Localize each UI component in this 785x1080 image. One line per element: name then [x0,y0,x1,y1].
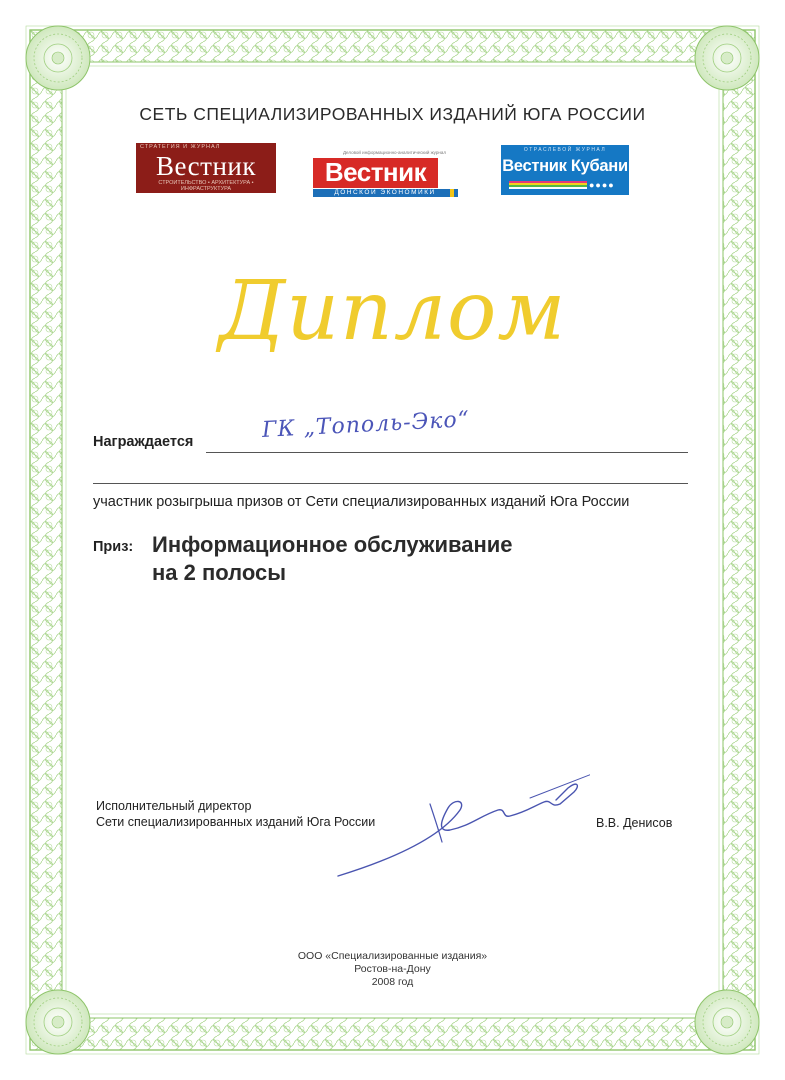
logo-vestnik-construction [136,143,276,193]
director-title-line-1: Исполнительный директор [96,799,252,813]
footer-org: ООО «Специализированные издания» [297,950,488,962]
corner-rosette-icon [695,990,759,1054]
prize-line-2: на 2 полосы [152,560,287,585]
prize-label: Приз: [93,539,134,555]
prize-line-1: Информационное обслуживание [152,532,513,557]
prize-description [152,531,513,587]
logo-dots-icon: ●●●● [589,180,615,190]
logo-subline: ДОНСКОЙ ЭКОНОМИКИ [334,189,436,196]
logo-tagline: Деловой информационно-аналитический журнал [343,150,446,155]
participant-text: участник розыгрыша призов от Сети специализированных изданий Юга России [93,494,630,510]
corner-rosette-icon [26,26,90,90]
logo-vestnik-don-economy [313,148,458,198]
director-title-line-2: Сети специализированных изданий Юга России [96,815,376,829]
logo-wordmark: Вестник [324,157,427,187]
logo-tagline: СТРАТЕГИЯ И ЖУРНАЛ [140,144,221,150]
logo-color-stripes [509,181,587,189]
logo-wordmark: Вестник [156,151,256,181]
recipient-underline [206,452,688,453]
corner-rosette-icon [26,990,90,1054]
logo-tagline: ОТРАСЛЕВОЙ ЖУРНАЛ [523,147,607,153]
logo-subline: СТРОИТЕЛЬСТВО • АРХИТЕКТУРА • ИНФРАСТРУКТУРА [158,180,254,192]
signature-icon [330,770,590,885]
footer-imprint [0,950,785,989]
diploma-title: Диплом [218,264,567,359]
awarded-label: Награждается [93,434,194,450]
footer-year: 2008 год [371,976,414,988]
logo-wordmark: Вестник Кубани [502,157,628,175]
logo-vestnik-kubani [501,145,629,195]
logo-yellow-stripe [450,189,454,197]
footer-city: Ростов-на-Дону [354,963,431,975]
second-underline [93,483,688,484]
recipient-handwritten: ГК „Тополь-Эко“ [261,407,471,443]
corner-rosette-icon [695,26,759,90]
director-name: В.В. Денисов [596,816,673,830]
network-title: СЕТЬ СПЕЦИАЛИЗИРОВАННЫХ ИЗДАНИЙ ЮГА РОССИИ [139,104,646,124]
